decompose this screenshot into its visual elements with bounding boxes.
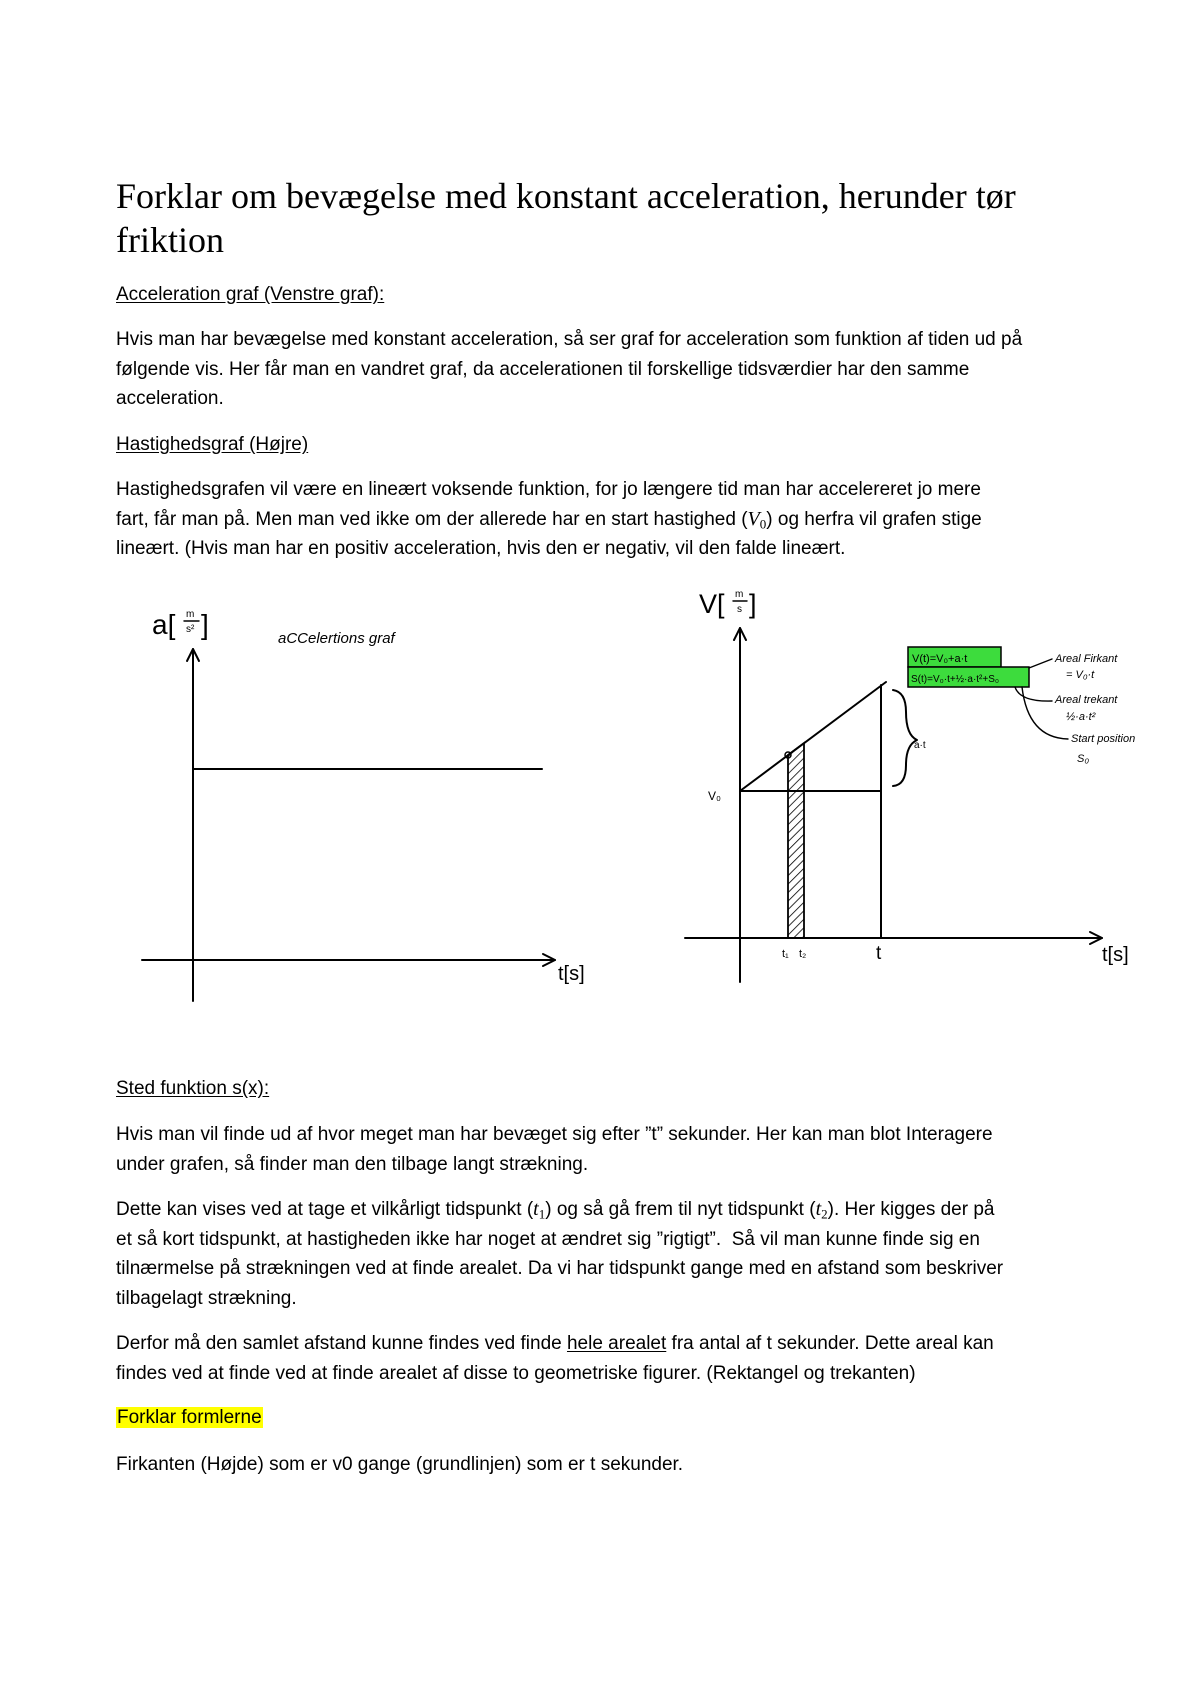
unit-denominator: s <box>737 604 742 615</box>
body-line: acceleration. <box>116 388 224 410</box>
text-segment: ). Her kigges der på <box>827 1199 995 1220</box>
body-line: tilbagelagt strækning. <box>116 1287 297 1309</box>
page-title <box>116 174 1016 262</box>
body-line: Firkanten (Højde) som er v0 gange (grundlinjen) som er t sekunder. <box>116 1454 684 1475</box>
position-function-heading: Sted funktion s(x): <box>116 1078 270 1099</box>
paragraph <box>116 1120 993 1179</box>
title-line: Forklar om bevægelse med konstant acceleration, herunder tør <box>116 176 1016 216</box>
acceleration-graph <box>142 609 585 1001</box>
text-segment: ) og så gå frem til nyt tidspunkt ( <box>545 1199 816 1220</box>
section-heading <box>116 280 384 310</box>
text-segment: Dette kan vises ved at tage et vilkårligt tidspunkt ( <box>116 1199 534 1220</box>
note-triangle-formula: ½·a·t² <box>1066 711 1096 723</box>
math-t1 <box>533 1199 545 1220</box>
highlighted-note <box>116 1403 263 1433</box>
highlighted-text: Forklar formlerne <box>117 1407 262 1428</box>
body-line: lineært. (Hvis man har en positiv acceleration, hvis den er negativ, vil den falde lineært. <box>116 538 846 560</box>
body-line: under grafen, så finder man den tilbage langt strækning. <box>116 1153 589 1175</box>
math-subscript: 0 <box>759 515 767 531</box>
unit-numerator: m <box>186 609 195 620</box>
v0-label: V₀ <box>708 789 721 803</box>
acceleration-graph-heading: Acceleration graf (Venstre graf): <box>116 284 385 305</box>
body-line: tilnærmelse på strækningen ved at finde arealet. Da vi har tidspunkt gange med en afstand som beskriver <box>116 1258 1004 1280</box>
velocity-graph <box>685 589 1135 982</box>
paragraph <box>116 1195 1003 1313</box>
text-segment: Derfor må den samlet afstand kunne findes ved finde <box>116 1333 567 1354</box>
math-v0 <box>748 509 767 530</box>
body-line <box>116 505 982 535</box>
title-line: friktion <box>116 220 224 260</box>
hatched-strip <box>788 743 804 938</box>
math-variable: V <box>747 507 760 530</box>
body-line: Hvis man har bevægelse med konstant acceleration, så ser graf for acceleration som funktion af tiden ud på <box>116 329 1023 350</box>
body-line <box>116 1195 1003 1225</box>
text-segment: fart, får man på. Men man ved ikke om der allerede har en start hastighed ( <box>116 508 748 530</box>
y-axis-label-prefix: V[ <box>699 589 725 619</box>
y-axis-label-suffix: ] <box>749 589 757 619</box>
underlined-text: hele arealet <box>566 1333 667 1354</box>
t1-label: t₁ <box>782 948 789 960</box>
math-variable: t <box>533 1198 539 1220</box>
x-axis-label: t[s] <box>558 963 585 985</box>
graphs-figure <box>0 570 1200 1020</box>
y-axis-label-prefix: a[ <box>152 609 176 640</box>
velocity-line <box>740 682 886 791</box>
formula-box <box>908 647 1029 687</box>
section-heading <box>116 1074 269 1104</box>
t2-label: t₂ <box>799 948 807 960</box>
y-axis-label-suffix: ] <box>201 609 209 640</box>
body-line: følgende vis. Her får man en vandret graf, da accelerationen til forskellige tidsværdier har den samme <box>116 358 970 380</box>
text-segment: ) og herfra vil grafen stige <box>766 508 982 530</box>
t-label: t <box>876 943 882 964</box>
body-line <box>116 1329 994 1359</box>
text-segment: fra antal af t sekunder. Dette areal kan <box>666 1333 994 1354</box>
math-variable: t <box>815 1198 822 1220</box>
connector-rectangle-area <box>1029 659 1052 668</box>
body-line: findes ved at finde ved at finde arealet af disse to geometriske figurer. (Rektangel og trekanten) <box>116 1362 916 1384</box>
math-subscript: 2 <box>821 1206 828 1222</box>
paragraph <box>116 475 982 564</box>
y-axis-label <box>699 589 757 619</box>
y-axis-label <box>152 609 209 640</box>
body-line: Hastighedsgrafen vil være en lineært voksende funktion, for jo længere tid man har accelereret jo mere <box>116 479 981 500</box>
note-triangle-area: Areal trekant <box>1055 694 1118 706</box>
body-line: Hvis man vil finde ud af hvor meget man har bevæget sig efter ”t” sekunder. Her kan man blot Interagere <box>116 1124 993 1145</box>
note-rectangle-area: Areal Firkant <box>1055 653 1118 665</box>
section-heading <box>116 430 308 460</box>
velocity-graph-heading: Hastighedsgraf (Højre) <box>116 434 309 455</box>
unit-denominator: s² <box>186 624 195 635</box>
paragraph <box>116 1329 994 1388</box>
graph-title: aCCelertions graf <box>278 630 395 647</box>
paragraph <box>116 325 1022 414</box>
paragraph <box>116 1450 683 1480</box>
position-formula: S(t)=V₀·t+½·a·t²+S₀ <box>911 674 1000 685</box>
body-line: et så kort tidspunkt, at hastigheden ikke har noget at ændret sig ”rigtigt”. Så vil man kunne finde sig en <box>116 1228 980 1250</box>
connector-triangle-area <box>1015 687 1052 701</box>
unit-numerator: m <box>735 589 744 600</box>
note-start-position: Start position <box>1071 733 1136 745</box>
velocity-formula: V(t)=V₀+a·t <box>912 653 968 665</box>
note-start-symbol: S₀ <box>1077 753 1089 765</box>
math-subscript: 1 <box>538 1206 546 1222</box>
brace-label: a·t <box>914 740 926 751</box>
curly-brace <box>893 690 917 786</box>
math-t2 <box>816 1199 828 1220</box>
x-axis-label: t[s] <box>1102 944 1129 966</box>
note-rectangle-formula: = V₀·t <box>1066 669 1095 681</box>
